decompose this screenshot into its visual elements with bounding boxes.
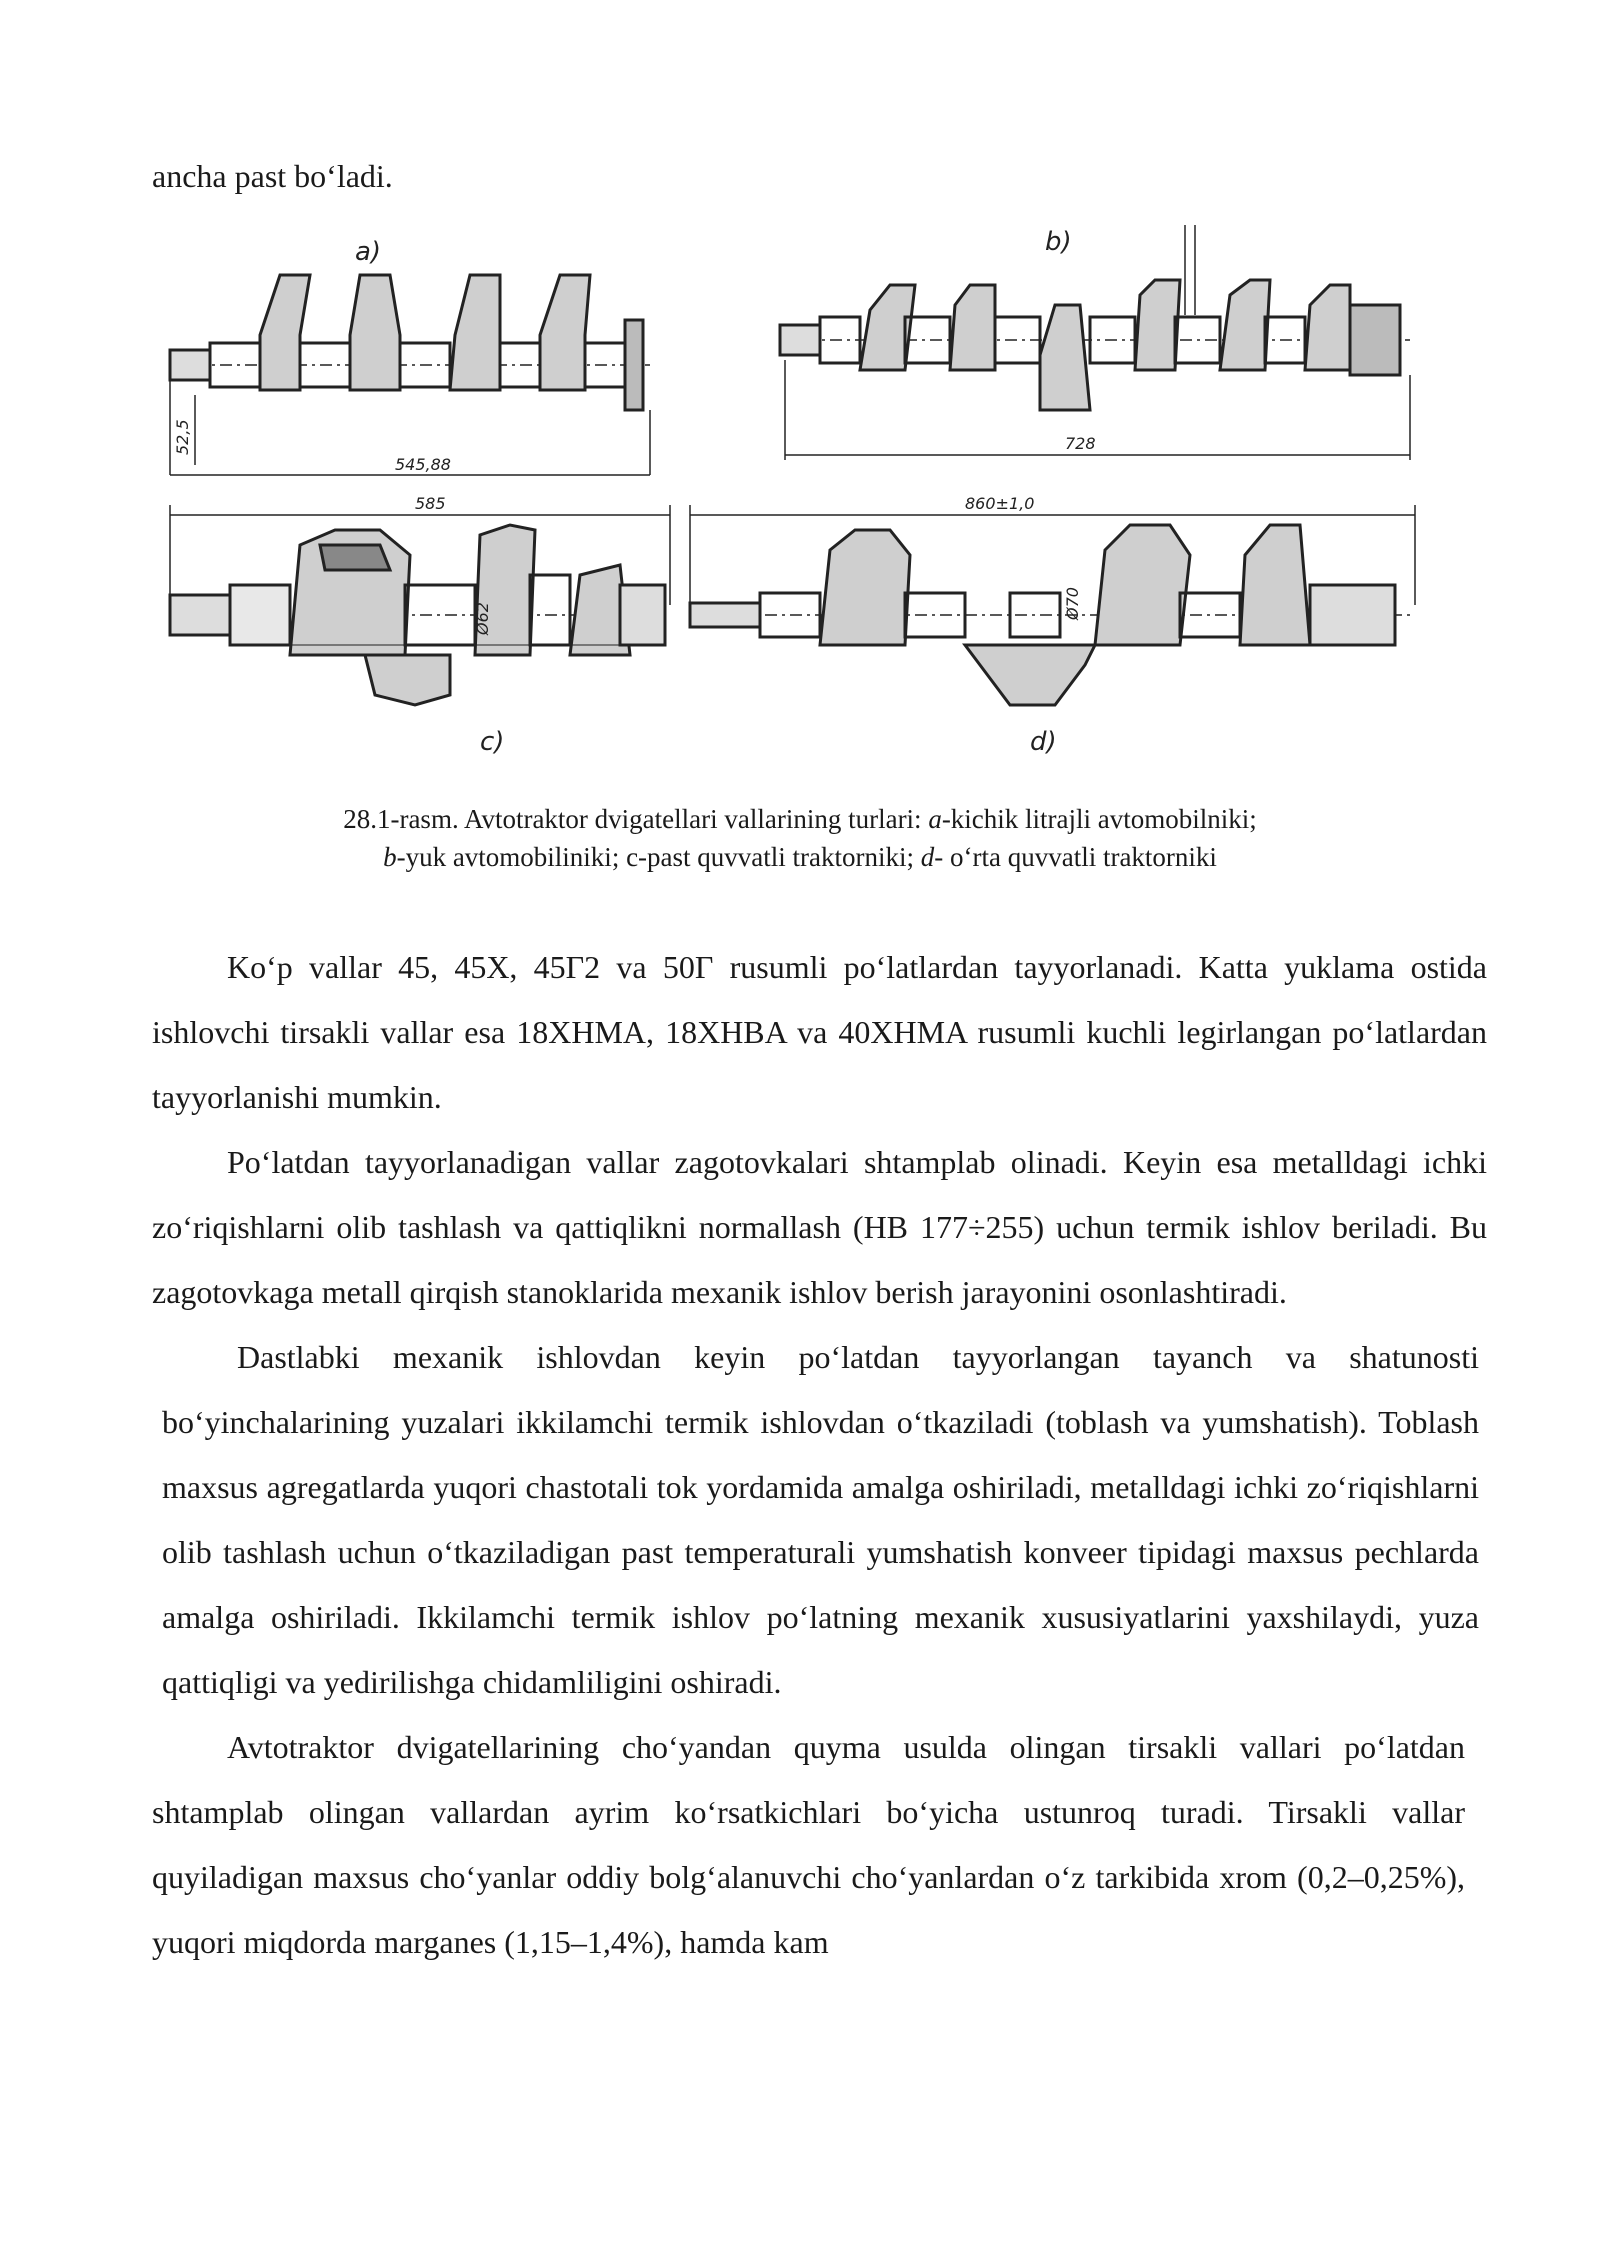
paragraph-1: Ko‘p vallar 45, 45X, 45Г2 va 50Г rusumli po‘latlardan tayyorlanadi. Katta yuklama ostida ishlovchi tirsakli vallar esa 18XHMA, 18XHBA va 40XHMA rusumli kuchli legirlangan po‘latlardan tayyorlanishi mumkin. <box>152 949 1487 1115</box>
crankshaft-c-drawing <box>170 505 670 705</box>
dim-a-diameter: 52,5 <box>173 419 192 455</box>
crankshaft-figure <box>150 225 1430 765</box>
top-text-line: ancha past bo‘ladi. <box>152 158 393 194</box>
figure-label-c: c) <box>480 727 505 757</box>
crankshaft-a-drawing <box>170 275 650 475</box>
dim-d-diameter: Ø70 <box>1063 587 1082 620</box>
figure-caption <box>150 800 1450 876</box>
dim-c-length: 585 <box>415 494 446 513</box>
paragraph-2: Po‘latdan tayyorlanadigan vallar zagotovkalari shtamplab olinadi. Keyin esa metalldagi ichki zo‘riqishlarni olib tashlash va qattiqlikni normallash (HB 177÷255) uchun termik ishlov beriladi. Bu zagotovkaga metall qirqish stanoklarida mexanik ishlov berish jarayonini osonlashtiradi. <box>152 1144 1487 1310</box>
dim-a-length: 545,88 <box>395 455 451 474</box>
dim-d-length: 860±1,0 <box>965 494 1035 513</box>
caption-line-1: 28.1-rasm. Avtotraktor dvigatellari vallarining turlari: a-kichik litrajli avtomobilniki; <box>343 804 1257 834</box>
figure-label-d: d) <box>1030 727 1057 757</box>
crankshaft-drawings <box>150 225 1430 765</box>
dim-c-diameter: Ø62 <box>473 602 492 635</box>
crankshaft-b-drawing <box>780 225 1410 460</box>
figure-label-b: b) <box>1045 227 1072 257</box>
dim-b-length: 728 <box>1065 434 1096 453</box>
crankshaft-d-drawing <box>690 505 1415 705</box>
paragraph-4: Avtotraktor dvigatellarining cho‘yandan quyma usulda olingan tirsakli vallari po‘latdan shtamplab olingan vallardan ayrim ko‘rsatkichlari bo‘yicha ustunroq turadi. Tirsakli vallar quyiladigan maxsus cho‘yanlar oddiy bolg‘alanuvchi cho‘yanlardan o‘z tarkibida xrom (0,2–0,25%), yuqori miqdorda marganes (1,15–1,4%), hamda kam <box>152 1729 1465 1960</box>
caption-line-2: b-yuk avtomobiliniki; c-past quvvatli traktorniki; d- o‘rta quvvatli traktorniki <box>383 842 1217 872</box>
figure-label-a: a) <box>355 237 382 267</box>
body-text <box>152 935 1487 1975</box>
paragraph-3: Dastlabki mexanik ishlovdan keyin po‘latdan tayyorlangan tayanch va shatunosti bo‘yinchalarining yuzalari ikkilamchi termik ishlovdan o‘tkaziladi (toblash va yumshatish). Toblash maxsus agregatlarda yuqori chastotali tok yordamida amalga oshiriladi, metalldagi ichki zo‘riqishlarni olib tashlash uchun o‘tkaziladigan past temperaturali yumshatish konveer tipidagi maxsus pechlarda amalga oshiriladi. Ikkilamchi termik ishlov po‘latning mexanik xususiyatlarini yaxshilaydi, yuza qattiqligi va yedirilishga chidamliligini oshiradi. <box>162 1339 1479 1700</box>
